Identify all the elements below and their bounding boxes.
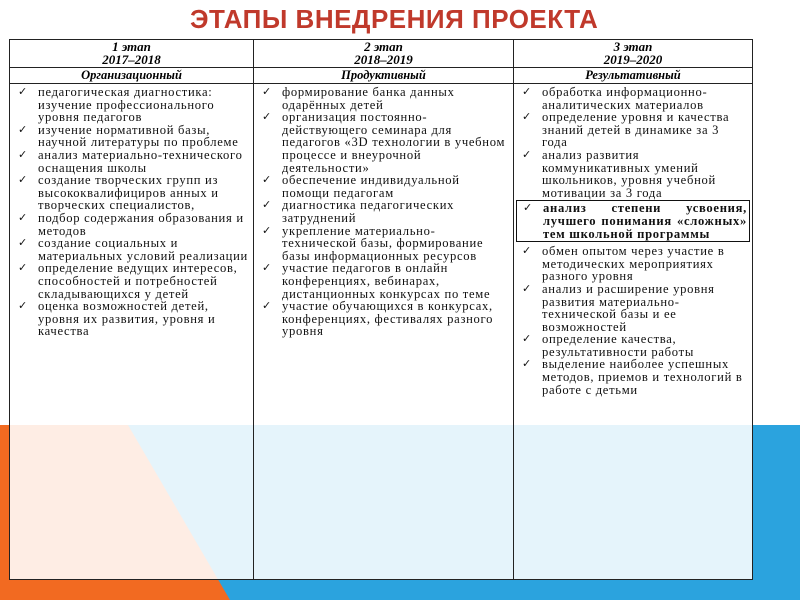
- checkmark-bullet-icon: ✓: [522, 332, 532, 346]
- stage-item: [256, 86, 511, 111]
- stage-items-list: [514, 84, 752, 396]
- stage-years: 2019–2020: [603, 52, 663, 67]
- stage-item-text: обмен опытом через участие в методических мероприятиях разного уровня: [542, 244, 725, 284]
- checkmark-bullet-icon: ✓: [18, 299, 28, 313]
- stage-item-text: обеспечение индивидуальной помощи педагогам: [282, 173, 460, 200]
- checkmark-bullet-icon: ✓: [262, 85, 272, 98]
- stage-years: 2018–2019: [354, 52, 413, 67]
- stage-item: [516, 245, 750, 283]
- stage-item: [256, 111, 511, 174]
- checkmark-bullet-icon: ✓: [262, 223, 272, 237]
- checkmark-bullet-icon: ✓: [18, 261, 28, 275]
- stage-item-text: определение уровня и качества знаний детей в динамике за 3 года: [542, 110, 730, 150]
- checkmark-bullet-icon: ✓: [522, 357, 532, 371]
- stage-type: Продуктивный: [254, 68, 513, 84]
- checkmark-bullet-icon: ✓: [522, 110, 532, 124]
- checkmark-bullet-icon: ✓: [522, 147, 532, 161]
- stage-item-text: участие педагогов в онлайн конференциях, вебинарах, дистанционных конкурсах по теме: [282, 261, 491, 301]
- stage-header: [10, 40, 253, 68]
- stage-item: [516, 86, 750, 111]
- checkmark-bullet-icon: ✓: [18, 122, 28, 136]
- stage-item: [256, 262, 511, 300]
- stage-item-text: анализ развития коммуникативных умений школьников, уровня учебной мотивации за 3 года: [542, 147, 716, 200]
- stage-item: [12, 212, 251, 237]
- stage-name: 2 этап: [364, 40, 403, 54]
- stage-name: 1 этап: [112, 40, 151, 54]
- stage-header: [514, 40, 752, 68]
- stage-header: [254, 40, 513, 68]
- stage-item: [256, 199, 511, 224]
- stage-item: [516, 200, 750, 242]
- stage-item-text: диагностика педагогических затруднений: [282, 198, 455, 225]
- stage-item: [12, 237, 251, 262]
- checkmark-bullet-icon: ✓: [18, 147, 28, 161]
- stage-type: Организационный: [10, 68, 253, 84]
- checkmark-bullet-icon: ✓: [522, 244, 532, 258]
- stage-column-3: [513, 40, 752, 579]
- checkmark-bullet-icon: ✓: [262, 173, 272, 187]
- stage-item-text: создание творческих групп из высококвалифициров анных и творческих специалистов,: [38, 173, 219, 213]
- checkmark-bullet-icon: ✓: [262, 198, 272, 212]
- stage-item-text: формирование банка данных одарённых детей: [282, 85, 455, 112]
- stage-item: [516, 283, 750, 333]
- stage-item: [12, 262, 251, 300]
- stage-item-text: организация постоянно-действующего семинара для педагогов «3D технологии в учебном процессе и внеурочной деятельности»: [282, 110, 506, 175]
- stage-column-1: [10, 40, 253, 579]
- stage-type: Результативный: [514, 68, 752, 84]
- stage-item-text: изучение нормативной базы, научной литературы по проблеме: [38, 122, 239, 150]
- stage-item: [256, 225, 511, 263]
- checkmark-bullet-icon: ✓: [18, 85, 28, 98]
- stage-column-2: [253, 40, 513, 579]
- stage-item: [12, 300, 251, 338]
- stage-item-text: определение ведущих интересов, способностей и потребностей складывающихся у детей: [38, 261, 238, 301]
- stage-items-list: [254, 84, 513, 338]
- stage-item-text: анализ степени усвоения, лучшего понимания «сложных» тем школьной программы: [543, 201, 747, 241]
- stage-item-text: оценка возможностей детей, уровня их развития, уровня и качества: [38, 299, 216, 339]
- checkmark-bullet-icon: ✓: [522, 281, 532, 295]
- stage-item: [516, 333, 750, 358]
- stage-item-text: подбор содержания образования и методов: [38, 210, 244, 238]
- checkmark-bullet-icon: ✓: [262, 110, 272, 124]
- slide-title: ЭТАПЫ ВНЕДРЕНИЯ ПРОЕКТА: [190, 4, 599, 34]
- stage-item-text: определение качества, результативности работы: [542, 332, 694, 359]
- stage-item: [516, 111, 750, 149]
- checkmark-bullet-icon: ✓: [18, 236, 28, 250]
- checkmark-bullet-icon: ✓: [523, 201, 533, 215]
- checkmark-bullet-icon: ✓: [522, 85, 532, 98]
- checkmark-bullet-icon: ✓: [262, 261, 272, 275]
- stage-item-text: выделение наиболее успешных методов, приемов и технологий в работе с детьми: [542, 357, 743, 397]
- stage-item-text: анализ материально-технического оснащения школы: [38, 147, 243, 175]
- stage-item-text: обработка информационно-аналитических материалов: [542, 85, 708, 112]
- stage-name: 3 этап: [613, 40, 653, 54]
- checkmark-bullet-icon: ✓: [18, 210, 28, 224]
- stage-item: [516, 358, 750, 396]
- stage-item: [12, 174, 251, 212]
- stage-item-text: педагогическая диагностика: изучение профессионального уровня педагогов: [38, 85, 215, 125]
- checkmark-bullet-icon: ✓: [262, 299, 272, 313]
- stage-item-text: укрепление материально-технической базы, формирование базы информационных ресурсов: [282, 223, 484, 263]
- stage-items-list: [10, 84, 253, 338]
- stage-item: [256, 174, 511, 199]
- stage-item: [12, 124, 251, 149]
- stage-item: [12, 149, 251, 174]
- stage-years: 2017–2018: [102, 52, 161, 67]
- stage-item-text: создание социальных и материальных условий реализации: [38, 236, 248, 263]
- stage-item-text: участие обучающихся в конкурсах, конференциях, фестивалях разного уровня: [282, 299, 494, 339]
- checkmark-bullet-icon: ✓: [18, 173, 28, 187]
- stages-table: [9, 39, 753, 580]
- stage-item: [516, 149, 750, 199]
- stage-item-text: анализ и расширение уровня развития материально-технической базы и ее возможностей: [542, 281, 715, 334]
- stage-item: [256, 300, 511, 338]
- stage-item: [12, 86, 251, 124]
